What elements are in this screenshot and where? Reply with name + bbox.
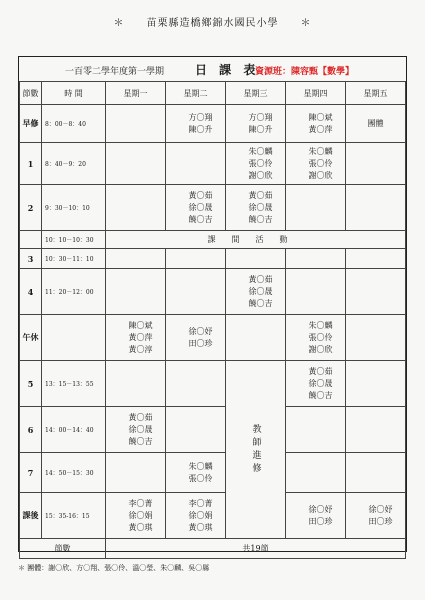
cell-fri [346, 249, 406, 269]
student-name: 徐〇妤 [308, 504, 333, 514]
school-title: ＊ 苗栗縣造橋鄉錦水國民小學 ＊ [113, 18, 312, 29]
cell-mon [106, 493, 166, 539]
cell-tue [166, 361, 226, 407]
student-name: 謝〇欣 [308, 170, 333, 180]
student-name: 饒〇吉 [248, 298, 273, 308]
student-name: 張〇伶 [188, 473, 213, 483]
table-row [20, 361, 406, 407]
cell-mon [106, 143, 166, 185]
student-name: 方〇翔 [188, 112, 213, 122]
cell-fri [346, 407, 406, 453]
header-period: 節數 [20, 82, 42, 105]
cell-wed [226, 185, 286, 231]
student-name: 徐〇妤 [188, 326, 213, 336]
student-name: 黃〇琪 [128, 522, 153, 532]
student-name: 徐〇娟 [188, 510, 213, 520]
cell-tue [166, 249, 226, 269]
page-title: 日 課 表 [195, 63, 260, 77]
cell-tue [166, 315, 226, 361]
student-name: 徐〇晟 [188, 202, 213, 212]
student-name: 饒〇吉 [308, 390, 333, 400]
period-time: 11：20－12：00 [42, 269, 106, 315]
break-time: 10：10－10：30 [42, 231, 106, 249]
period-time: 14：00－14：40 [42, 407, 106, 453]
student-name: 田〇珍 [188, 338, 213, 348]
cell-mon [106, 315, 166, 361]
period-number: 5 [20, 361, 42, 407]
period-time: 10：30－11：10 [42, 249, 106, 269]
timetable-sheet [18, 56, 407, 552]
student-name: 黃〇淳 [128, 344, 153, 354]
student-name: 徐〇晟 [248, 286, 273, 296]
period-number [20, 231, 42, 249]
period-time: 9：30－10：10 [42, 185, 106, 231]
period-number: 早修 [20, 105, 42, 143]
table-row [20, 269, 406, 315]
cell-thu [286, 105, 346, 143]
period-time: 8：40－9：20 [42, 143, 106, 185]
student-name: 饒〇吉 [128, 436, 153, 446]
student-name: 陳〇斌 [308, 112, 333, 122]
cell-thu [286, 269, 346, 315]
sheet-header [19, 57, 406, 82]
student-name: 朱〇麟 [308, 320, 333, 330]
cell-fri [346, 493, 406, 539]
table-row [20, 493, 406, 539]
student-name: 黃〇茹 [248, 190, 273, 200]
cell-mon [106, 185, 166, 231]
cell-fri [346, 453, 406, 493]
period-number: 午休 [20, 315, 42, 361]
period-time [42, 315, 106, 361]
period-number: 1 [20, 143, 42, 185]
header-fri: 星期五 [346, 82, 406, 105]
student-name: 黃〇萍 [308, 124, 333, 134]
header-mon: 星期一 [106, 82, 166, 105]
footer-note: ＊ 團體：謝〇欣、方〇翔、張〇伶、溫〇瑩、朱〇麟、吳〇縣 [18, 564, 210, 572]
student-name: 田〇珍 [308, 516, 333, 526]
student-name: 田〇珍 [368, 516, 393, 526]
cell-mon [106, 361, 166, 407]
period-number: 6 [20, 407, 42, 453]
cell-mon [106, 249, 166, 269]
cell-fri [346, 361, 406, 407]
cell-mon [106, 453, 166, 493]
cell-tue [166, 407, 226, 453]
cell-wed-teacher-training [226, 361, 286, 539]
student-name: 黃〇茹 [248, 274, 273, 284]
table-row [20, 249, 406, 269]
cell-tue [166, 105, 226, 143]
header-thu: 星期四 [286, 82, 346, 105]
cell-mon [106, 269, 166, 315]
student-name: 徐〇妤 [368, 504, 393, 514]
student-name: 張〇伶 [308, 332, 333, 342]
header-tue: 星期二 [166, 82, 226, 105]
student-name: 黃〇茹 [128, 412, 153, 422]
period-time: 14：50－15：30 [42, 453, 106, 493]
cell-tue [166, 493, 226, 539]
cell-wed [226, 269, 286, 315]
cell-wed [226, 105, 286, 143]
student-name: 李〇菁 [188, 498, 213, 508]
student-name: 陳〇斌 [128, 320, 153, 330]
cell-tue [166, 269, 226, 315]
header-time: 時 間 [42, 82, 106, 105]
student-name: 謝〇欣 [308, 344, 333, 354]
cell-wed [226, 249, 286, 269]
timetable [19, 81, 406, 559]
table-row [20, 453, 406, 493]
break-row [20, 231, 406, 249]
period-number: 課後 [20, 493, 42, 539]
student-name: 朱〇麟 [308, 146, 333, 156]
student-name: 黃〇茹 [188, 190, 213, 200]
student-name: 陳〇升 [188, 124, 213, 134]
break-activity: 課間活動 [106, 231, 406, 249]
student-name: 黃〇琪 [188, 522, 213, 532]
period-time: 13：15－13：55 [42, 361, 106, 407]
cell-thu [286, 249, 346, 269]
resource-class-label: 資源班：陳容甄【數學】 [255, 67, 355, 77]
student-name: 徐〇晟 [308, 378, 333, 388]
header-row [20, 82, 406, 105]
student-name: 方〇翔 [248, 112, 273, 122]
table-row [20, 315, 406, 361]
period-time: 15：35-16：15 [42, 493, 106, 539]
cell-thu [286, 453, 346, 493]
period-number: 4 [20, 269, 42, 315]
period-time: 8：00－8：40 [42, 105, 106, 143]
cell-wed [226, 143, 286, 185]
cell-fri [346, 185, 406, 231]
student-name: 徐〇晟 [128, 424, 153, 434]
cell-fri [346, 315, 406, 361]
student-name: 李〇菁 [128, 498, 153, 508]
student-name: 黃〇萍 [128, 332, 153, 342]
total-label: 節數 [20, 539, 106, 559]
table-row [20, 143, 406, 185]
cell-fri [346, 143, 406, 185]
student-name: 陳〇升 [248, 124, 273, 134]
student-name: 張〇伶 [308, 158, 333, 168]
cell-mon [106, 407, 166, 453]
term-label: 一百零二學年度第一學期 [65, 67, 165, 77]
period-number: 3 [20, 249, 42, 269]
cell-thu [286, 315, 346, 361]
teacher-training-label: 教師進修 [250, 423, 261, 476]
total-value: 共19節 [106, 539, 406, 559]
table-row [20, 407, 406, 453]
cell-tue [166, 453, 226, 493]
table-row [20, 105, 406, 143]
student-name: 饒〇吉 [188, 214, 213, 224]
student-name: 徐〇娟 [128, 510, 153, 520]
student-name: 饒〇吉 [248, 214, 273, 224]
cell-tue [166, 185, 226, 231]
period-number: 2 [20, 185, 42, 231]
student-name: 黃〇茹 [308, 366, 333, 376]
table-row [20, 185, 406, 231]
cell-tue [166, 143, 226, 185]
student-name: 徐〇晟 [248, 202, 273, 212]
student-name: 謝〇欣 [248, 170, 273, 180]
student-name: 張〇伶 [248, 158, 273, 168]
cell-thu [286, 143, 346, 185]
cell-wed [226, 315, 286, 361]
cell-fri [346, 269, 406, 315]
period-number: 7 [20, 453, 42, 493]
student-name: 朱〇麟 [188, 461, 213, 471]
cell-fri: 團體 [346, 105, 406, 143]
total-row [20, 539, 406, 559]
student-name: 朱〇麟 [248, 146, 273, 156]
cell-thu [286, 361, 346, 407]
cell-thu [286, 185, 346, 231]
cell-mon [106, 105, 166, 143]
header-wed: 星期三 [226, 82, 286, 105]
cell-thu [286, 493, 346, 539]
cell-thu [286, 407, 346, 453]
